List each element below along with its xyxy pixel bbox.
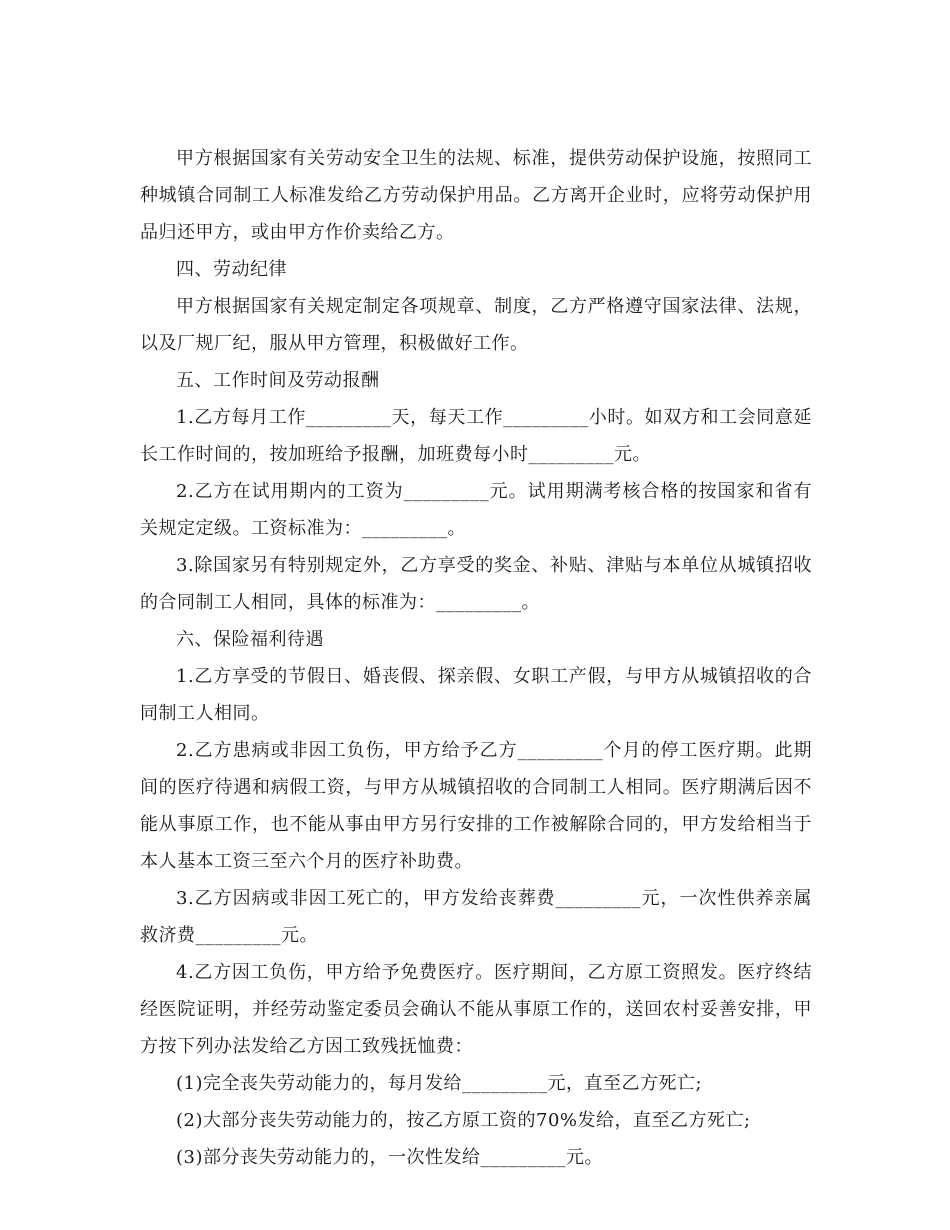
paragraph-labor-protection: 甲方根据国家有关劳动安全卫生的法规、标准，提供劳动保护设施，按照同工种城镇合同制工人标准发给乙方劳动保护用品。乙方离开企业时，应将劳动保护用品归还甲方，或由甲方作价卖给乙方。 <box>140 148 812 243</box>
clause-probation-wage: 2.乙方在试用期内的工资为_________元。试用期满考核合格的按国家和省有关规定定级。工资标准为：_________。 <box>140 481 812 539</box>
section-heading-working-hours-pay: 五、工作时间及劳动报酬 <box>176 370 380 391</box>
clause-bonus-allowance: 3.除国家另有特别规定外，乙方享受的奖金、补贴、津贴与本单位从城镇招收的合同制工人相同，具体的标准为：_________。 <box>140 555 812 613</box>
subclause-partial-disability: (3)部分丧失劳动能力的，一次性发给_________元。 <box>176 1147 603 1168</box>
clause-sick-leave: 2.乙方患病或非因工负伤，甲方给予乙方_________个月的停工医疗期。此期间的医疗待遇和病假工资，与甲方从城镇招收的合同制工人相同。医疗期满后因不能从事原工作，也不能从事由甲方另行安排的工作被解除合同的，甲方发给相当于本人基本工资三至六个月的医疗补助费。 <box>140 740 812 872</box>
clause-death-benefit: 3.乙方因病或非因工死亡的，甲方发给丧葬费_________元，一次性供养亲属救济费_________元。 <box>140 888 812 946</box>
paragraph-labor-discipline: 甲方根据国家有关规定制定各项规章、制度，乙方严格遵守国家法律、法规，以及厂规厂纪，服从甲方管理，积极做好工作。 <box>140 296 812 354</box>
subclause-major-disability: (2)大部分丧失劳动能力的，按乙方原工资的70%发给，直至乙方死亡; <box>176 1110 751 1131</box>
subclause-total-disability: (1)完全丧失劳动能力的，每月发给_________元，直至乙方死亡; <box>176 1073 703 1094</box>
document-body <box>140 140 812 1176</box>
clause-working-hours: 1.乙方每月工作_________天，每天工作_________小时。如双方和工会同意延长工作时间的，按加班给予报酬，加班费每小时_________元。 <box>140 407 812 465</box>
clause-work-injury: 4.乙方因工负伤，甲方给予免费医疗。医疗期间，乙方原工资照发。医疗终结经医院证明，并经劳动鉴定委员会确认不能从事原工作的，送回农村妥善安排，甲方按下列办法发给乙方因工致残抚恤费： <box>140 962 812 1057</box>
section-heading-insurance-welfare: 六、保险福利待遇 <box>176 629 324 650</box>
section-heading-labor-discipline: 四、劳动纪律 <box>176 259 287 280</box>
clause-holidays: 1.乙方享受的节假日、婚丧假、探亲假、女职工产假，与甲方从城镇招收的合同制工人相同。 <box>140 666 812 724</box>
